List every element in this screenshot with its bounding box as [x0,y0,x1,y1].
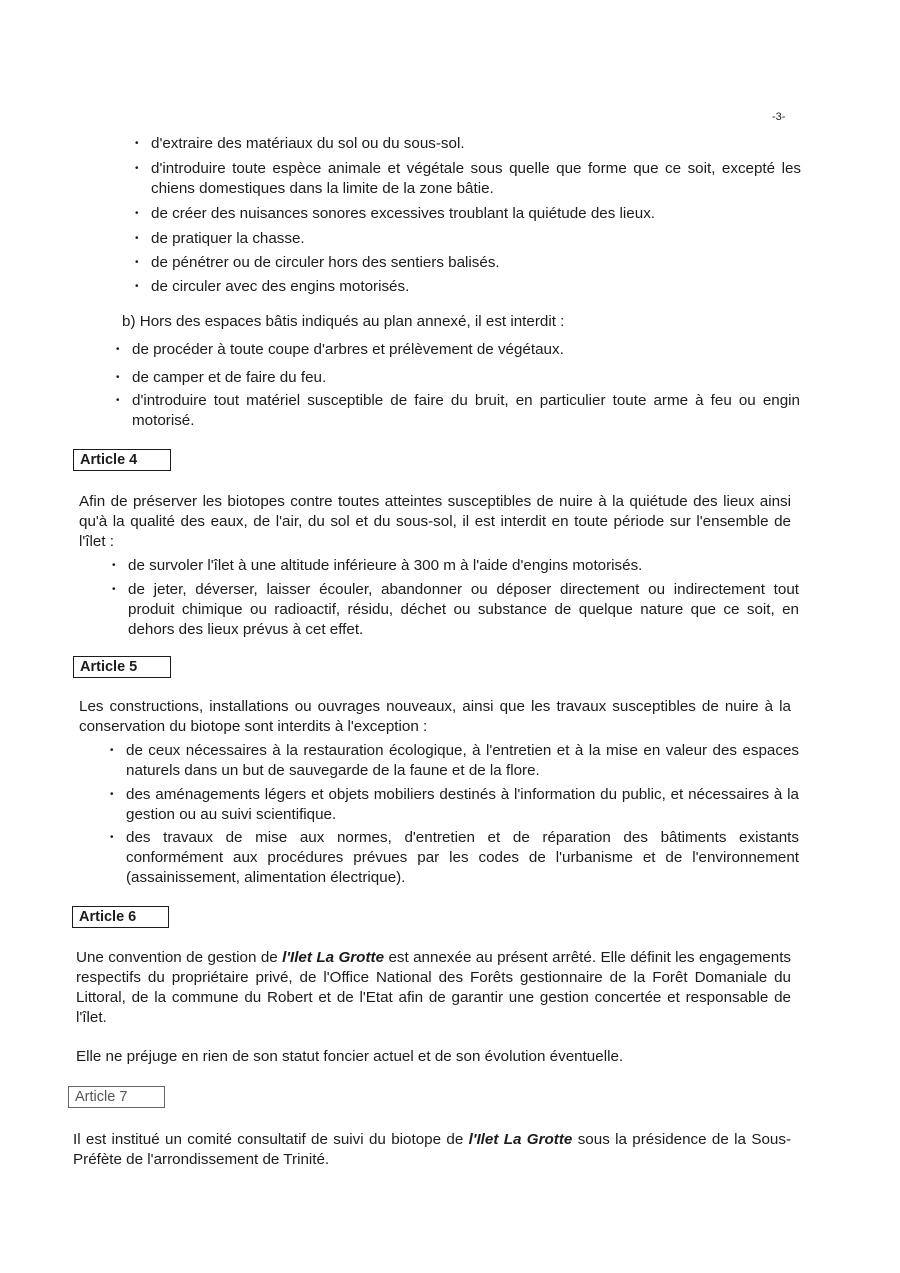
article-4-intro: Afin de préserver les biotopes contre toutes atteintes susceptibles de nuire à la quiétude des lieux ainsi qu'à la qualité des eaux, de l'air, du sol et du sous-sol, il est interdit en toute période sur l'ensemble de l'îlet : [79,493,791,550]
list-item: • de ceux nécessaires à la restauration écologique, à l'entretien et à la mise en valeur des espaces naturels dans un but de sauvegarde de la faune et de la flore. [118,741,799,781]
list-item: • des aménagements légers et objets mobiliers destinés à l'information du public, et nécessaires à la gestion ou au suivi scientifique. [118,785,799,825]
list-item: • de pénétrer ou de circuler hors des sentiers balisés. [143,253,801,273]
list-item: • de circuler avec des engins motorisés. [143,277,801,297]
list-item: • d'introduire toute espèce animale et végétale sous quelle que forme que ce soit, excepté les chiens domestiques dans la limite de la zone bâtie. [143,159,801,199]
list-item: • de procéder à toute coupe d'arbres et prélèvement de végétaux. [124,340,800,360]
site-name: l'Ilet La Grotte [468,1131,573,1148]
list-item: • d'extraire des matériaux du sol ou du sous-sol. [143,134,801,154]
section-b-intro: b) Hors des espaces bâtis indiqués au plan annexé, il est interdit : [122,313,565,330]
article-6-paragraph-1 [76,948,791,1028]
list-item: • de créer des nuisances sonores excessives troublant la quiétude des lieux. [143,204,801,224]
article-7-paragraph [73,1130,791,1170]
article-7-heading: Article 7 [68,1086,165,1108]
article-7-text: Il est institué un comité consultatif de suivi du biotope de [73,1131,469,1148]
list-item: • des travaux de mise aux normes, d'entretien et de réparation des bâtiments existants conformément aux procédures prévues par les codes de l'urbanisme et de l'environnement (assainissement, alimentation électrique). [118,828,799,888]
list-item: • de survoler l'îlet à une altitude inférieure à 300 m à l'aide d'engins motorisés. [120,556,799,576]
article-6-text: est annexée au présent arrêté. Elle définit les engagements respectifs du propriétaire privé, de l'Office National des Forêts gestionnaire de la Forêt Domaniale du Littoral, de la commune du Robert et de l'Etat afin de garantir une gestion concertée et responsable de l'îlet. [76,949,792,1026]
article-5-intro: Les constructions, installations ou ouvrages nouveaux, ainsi que les travaux susceptibles de nuire à la conservation du biotope sont interdits à l'exception : [79,698,791,735]
article-6-paragraph-2: Elle ne préjuge en rien de son statut foncier actuel et de son évolution éventuelle. [76,1048,624,1065]
article-4-heading: Article 4 [73,449,171,471]
list-item: • de camper et de faire du feu. [124,368,800,388]
article-7-text: sous la présidence de la Sous-Préfète de l'arrondissement de Trinité. [73,1131,792,1168]
article-6-text: Une convention de gestion de [76,949,283,966]
article-6-heading: Article 6 [72,906,169,928]
article-5-heading: Article 5 [73,656,171,678]
site-name: l'Ilet La Grotte [282,949,385,966]
page-number: -3- [772,111,786,123]
list-item: • de jeter, déverser, laisser écouler, abandonner ou déposer directement ou indirectement tout produit chimique ou radioactif, résidu, déchet ou substance de quelque nature que ce soit, en dehors des lieux prévus à cet effet. [120,580,799,640]
list-item: • d'introduire tout matériel susceptible de faire du bruit, en particulier toute arme à feu ou engin motorisé. [124,391,800,431]
list-item: • de pratiquer la chasse. [143,229,801,249]
